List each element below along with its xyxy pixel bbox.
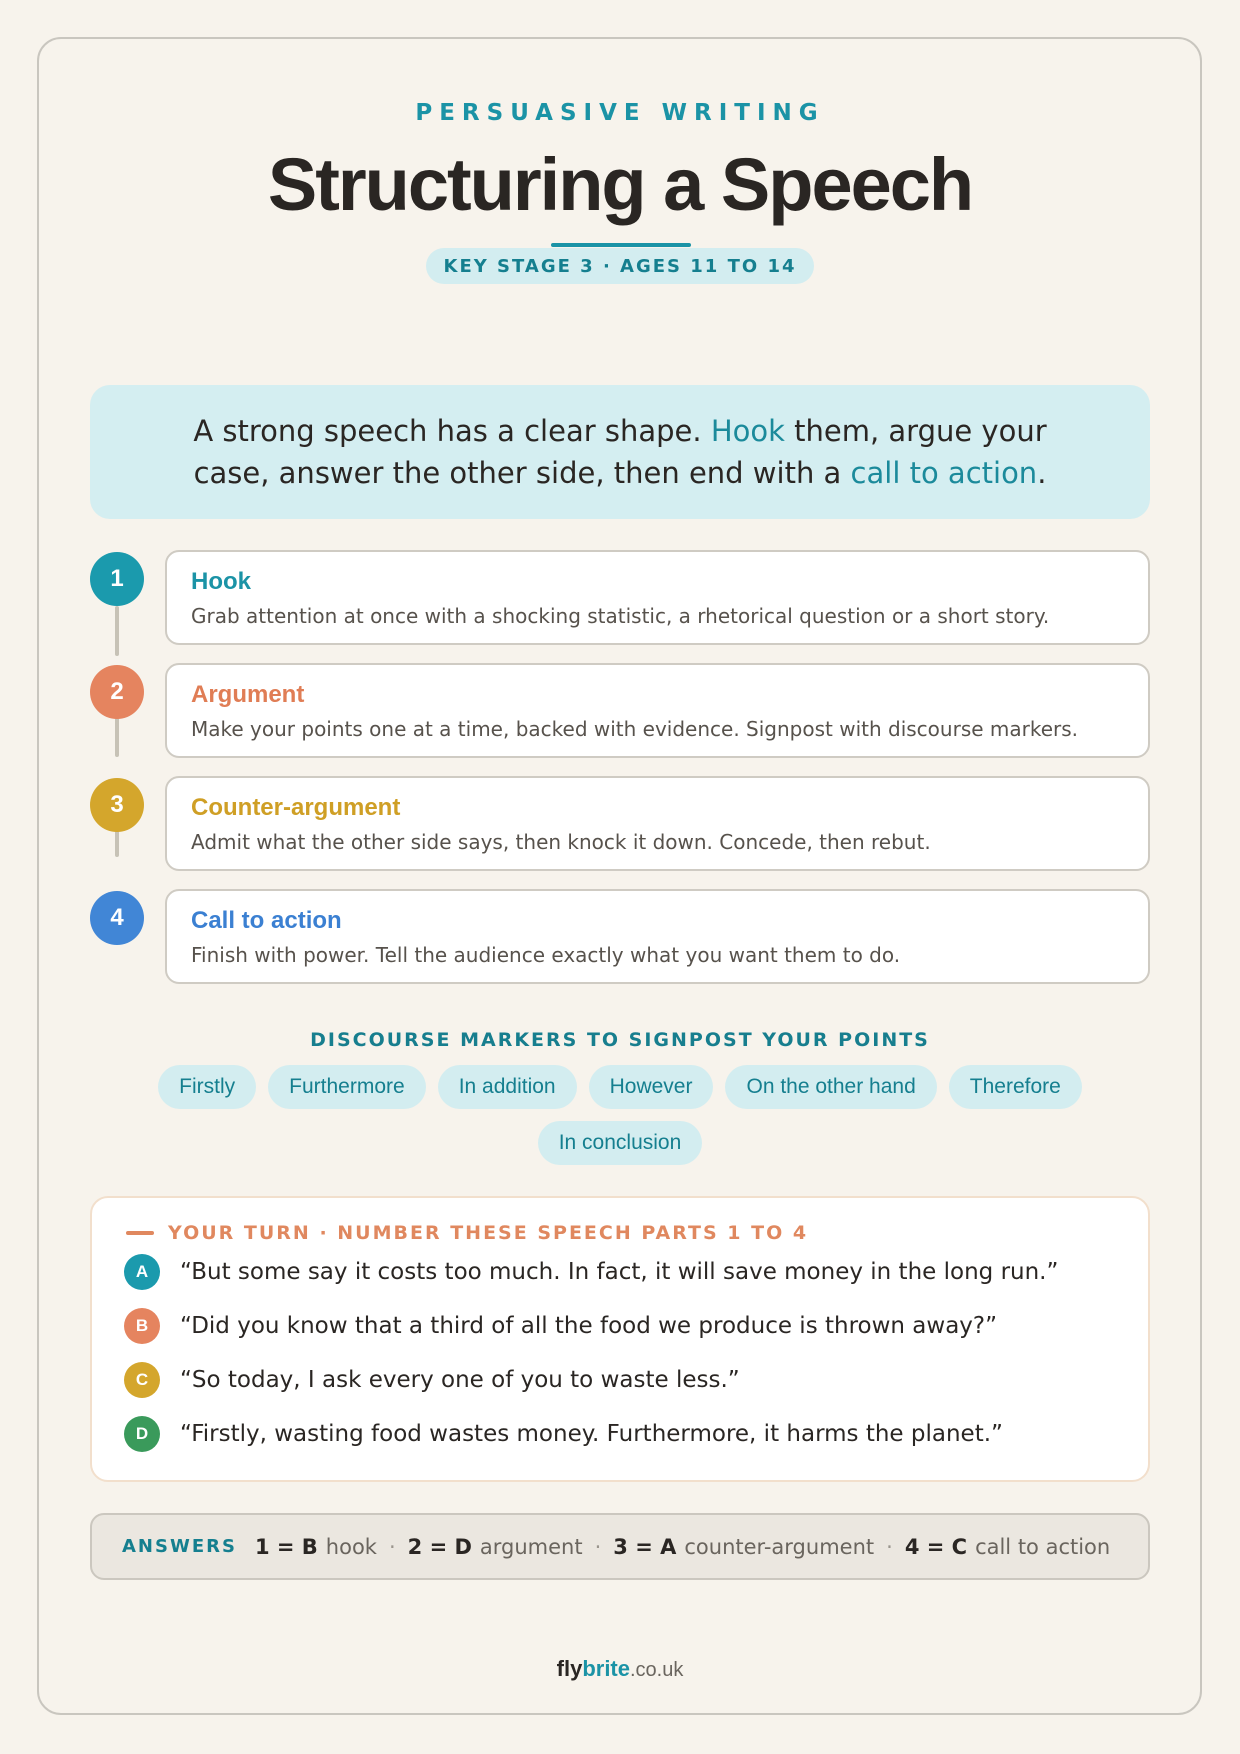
intro-text-part: . xyxy=(1037,456,1047,490)
discourse-markers-heading: DISCOURSE MARKERS TO SIGNPOST YOUR POINTS xyxy=(310,1029,930,1051)
exercise-quote: “But some say it costs too much. In fact, it will save money in the long run.” xyxy=(180,1259,1059,1285)
marker-chip-in-addition: In addition xyxy=(438,1065,577,1109)
letter-badge: D xyxy=(124,1416,160,1452)
step-number-badge: 4 xyxy=(90,891,144,945)
answer-desc: argument xyxy=(479,1534,583,1559)
answer-key: 2 = D xyxy=(407,1534,472,1559)
exercise-quote: “Firstly, wasting food wastes money. Furthermore, it harms the planet.” xyxy=(180,1421,1003,1447)
step-card xyxy=(165,663,1150,758)
your-turn-heading xyxy=(126,1222,808,1244)
step-number-badge: 1 xyxy=(90,552,144,606)
letter-badge: C xyxy=(124,1362,160,1398)
step-description: Finish with power. Tell the audience exactly what you want them to do. xyxy=(191,943,901,967)
title-underline xyxy=(551,243,691,247)
step-argument xyxy=(90,663,1150,758)
intro-highlight-call-to-action: call to action xyxy=(850,456,1038,490)
marker-chip-however: However xyxy=(589,1065,714,1109)
step-title: Call to action xyxy=(191,907,342,934)
letter-badge: A xyxy=(124,1254,160,1290)
answers-bar xyxy=(90,1513,1150,1580)
step-description: Grab attention at once with a shocking statistic, a rhetorical question or a short story. xyxy=(191,604,1050,628)
letter-badge: B xyxy=(124,1308,160,1344)
intro-text-part: them, argue your case, answer the other side, then end with a xyxy=(193,414,1047,490)
step-title: Argument xyxy=(191,681,305,708)
step-title: Hook xyxy=(191,568,251,595)
step-number-badge: 2 xyxy=(90,665,144,719)
brand-brite: brite xyxy=(582,1656,630,1681)
intro-panel xyxy=(90,385,1150,519)
your-turn-panel xyxy=(90,1196,1150,1482)
marker-chip-firstly: Firstly xyxy=(158,1065,256,1109)
step-counter-argument xyxy=(90,776,1150,871)
step-number-badge: 3 xyxy=(90,778,144,832)
answer-desc: call to action xyxy=(975,1534,1111,1559)
exercise-quote: “So today, I ask every one of you to waste less.” xyxy=(180,1367,740,1393)
step-hook xyxy=(90,550,1150,645)
answer-separator: · xyxy=(594,1534,602,1559)
step-title: Counter-argument xyxy=(191,794,401,821)
discourse-marker-list xyxy=(95,1065,1145,1165)
intro-text-part: A strong speech has a clear shape. xyxy=(193,414,711,448)
footer-brand[interactable] xyxy=(0,1656,1240,1682)
heading-dash xyxy=(126,1231,154,1235)
page-title: Structuring a Speech xyxy=(267,143,973,226)
exercise-item-a xyxy=(124,1252,1058,1292)
step-description: Admit what the other side says, then knock it down. Concede, then rebut. xyxy=(191,830,931,854)
step-card xyxy=(165,889,1150,984)
step-card xyxy=(165,776,1150,871)
intro-highlight-hook: Hook xyxy=(710,414,785,448)
answer-desc: counter-argument xyxy=(684,1534,875,1559)
marker-chip-in-conclusion: In conclusion xyxy=(538,1121,703,1165)
brand-domain: .co.uk xyxy=(630,1659,684,1681)
answer-key: 1 = B xyxy=(254,1534,318,1559)
answer-separator: · xyxy=(886,1534,893,1559)
brand-fly: fly xyxy=(556,1656,583,1681)
step-card xyxy=(165,550,1150,645)
answer-key: 3 = A xyxy=(613,1534,677,1559)
answer-separator: · xyxy=(388,1534,396,1559)
exercise-quote: “Did you know that a third of all the food we produce is thrown away?” xyxy=(180,1313,998,1339)
key-stage-badge: KEY STAGE 3 · AGES 11 TO 14 xyxy=(426,248,814,284)
exercise-item-d xyxy=(124,1414,1003,1454)
eyebrow-label: PERSUASIVE WRITING xyxy=(415,100,825,126)
answer-key: 4 = C xyxy=(904,1534,968,1559)
answers-label: ANSWERS xyxy=(122,1536,237,1557)
step-description: Make your points one at a time, backed with evidence. Signpost with discourse markers. xyxy=(191,717,1079,741)
exercise-item-b xyxy=(124,1306,997,1346)
step-call-to-action xyxy=(90,889,1150,984)
exercise-item-c xyxy=(124,1360,740,1400)
marker-chip-on-the-other-hand: On the other hand xyxy=(725,1065,936,1109)
marker-chip-furthermore: Furthermore xyxy=(268,1065,426,1109)
marker-chip-therefore: Therefore xyxy=(949,1065,1082,1109)
your-turn-heading-text: YOUR TURN · NUMBER THESE SPEECH PARTS 1 TO 4 xyxy=(168,1222,809,1244)
intro-text xyxy=(160,410,1080,494)
answer-desc: hook xyxy=(325,1534,377,1559)
